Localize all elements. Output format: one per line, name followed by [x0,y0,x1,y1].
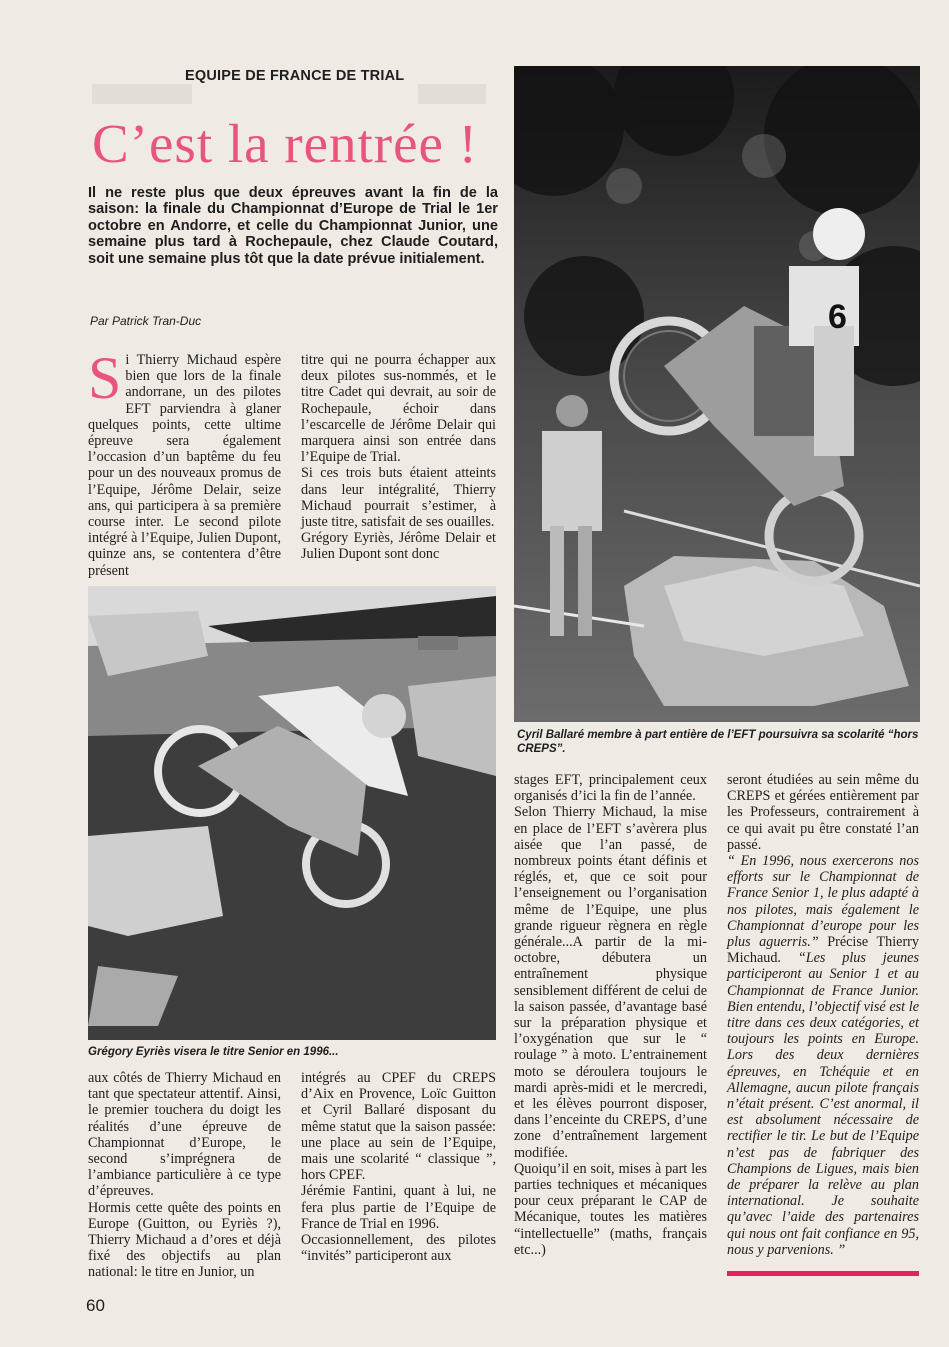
trial-rider-photo-illustration [514,66,920,722]
body-column-1-bottom: aux côtés de Thierry Michaud en tant que spectateur attentif. Ainsi, le premier touchera du doigt les réalités d’une épreuve de Championnat d’Europe, le second s’imprégnera de l’ambiance particulière à ce type d’épreuves. Hormis cette quête des points en Europe (Guitton, ou Eyriès ?), Thierry Michaud a d’ores et déjà fixé des objectifs au plan national: le titre en Junior, un [88,1070,281,1281]
body-column-4 [727,772,919,1258]
body-column-1-top [88,345,281,579]
article-title: C’est la rentrée ! [92,113,479,174]
photo-caption-cyril: Cyril Ballaré membre à part entière de l’EFT poursuivra sa scolarité “hors CREPS”. [517,729,919,755]
photo-cyril-ballare [514,66,920,722]
column-4-attribution: Précise Thierry Michaud. [727,934,919,967]
article-lede: Il ne reste plus que deux épreuves avant la fin de la saison: la finale du Championnat d’Europe de Trial le 1er octobre en Andorre, et celle du Championnat Junior, une semaine plus tard à Rochepaule, chez Claude Coutard, soit une semaine plus tôt que la date prévue initialement. [88,185,498,267]
rider-number: 6 [828,298,847,336]
section-kicker: EQUIPE DE FRANCE DE TRIAL [185,68,405,84]
quote-2: “Les plus jeunes participeront au Senior 1 et au Championnat de France Junior. Bien entendu, l’objectif visé est le titre dans ces deux catégories, et toujours les points en Europe. Lors des deux dernières épreuves, en Tchéquie et en Allemagne, aucun pilote français n’était présent. C’est anormal, il est absolument nécessaire de rectifier le tir. Le but de l’Equipe n’est pas de fabriquer des Champions de Ligues, mais bien de préparer la relève au plan international. Je souhaite qu’avec l’aide des partenaires qui nous ont fait confiance en 95, nous y parvenions. ” [727,950,919,1258]
body-column-2-bottom: intégrés au CPEF du CREPS d’Aix en Provence, Loïc Guitton et Cyril Ballaré disposant du même statut que la saison passée: une place au sein de l’Equipe, mais une scolarité “ classique ”, hors CPEF. Jérémie Fantini, quant à lui, ne fera plus partie de l’Equipe de France de Trial en 1996. Occasionnellement, des pilotes “invités” participeront aux [301,1070,496,1265]
column-4-plain-text: seront étudiées au sein même du CREPS et gérées entièrement par les Professeurs, contrairement à ce qui avait pu être constaté l’an passé. [727,772,919,853]
photo-gregory-eyries [88,586,496,1040]
column-1-top-text: i Thierry Michaud espère bien que lors de la finale andorrane, un des pilotes EFT parviendra à glaner quelques points, cette ultime épreuve sera également l’occasion d’un baptême du feu pour un des nouveaux promus de l’Equipe, Jérôme Delair, seize ans, qui participera à sa première course inter. Le second pilote intégré à l’Equipe, Julien Dupont, quinze ans, se contentera d’être présent [88,352,281,579]
body-column-2-top: titre qui ne pourra échapper aux deux pilotes sus-nommés, et le titre Cadet qui devrait, au soir de Rochepaule, échoir dans l’escarcelle de Jérôme Delair qui marquera ainsi son entrée dans l’Equipe de Trial. Si ces trois buts étaient atteints dans leur intégralité, Thierry Michaud pourrait s’estimer, à juste titre, satisfait de ses ouailles. Grégory Eyriès, Jérôme Delair et Julien Dupont sont donc [301,352,496,563]
photo-caption-gregory: Grégory Eyriès visera le titre Senior en 1996... [88,1046,339,1058]
quote-1: “ En 1996, nous exercerons nos efforts sur le Championnat de France Senior 1, le plus adapté à nos pilotes, mais également le Championnat d’europe pour les plus aguerris.” [727,853,919,951]
end-rule [727,1271,919,1276]
page-number: 60 [86,1296,105,1315]
body-column-3: stages EFT, principalement ceux organisés d’ici la fin de l’année. Selon Thierry Michaud, la mise en place de l’EFT s’avèrera plus aisée que l’an passé, de nombreux points étant définis et réglés, et, que ce soit pour l’enseignement ou l’organisation même de l’Equipe, une plus grande rigueur règnera en règle générale...A partir de la mi-octobre, débutera un entraînement physique sensiblement différent de celui de la saison passée, d’avantage basé sur la préparation physique et l’oxygénation que sur le “ roulage ” à moto. L’entrainement moto se déroulera toujours le mardi après-midi et le mercredi, et les élèves pourront disposer, dans l’enceinte du CREPS, d’une zone d’entraînement largement modifiée. Quoiqu’il en soit, mises à part les parties techniques et mécaniques pour ceux préparant le CAP de Mécanique, toutes les matières “intellectuelle” (maths, français etc...) [514,772,707,1258]
rock-riding-photo-illustration [88,586,496,1040]
drop-cap: S [88,345,122,411]
byline: Par Patrick Tran-Duc [90,314,202,328]
